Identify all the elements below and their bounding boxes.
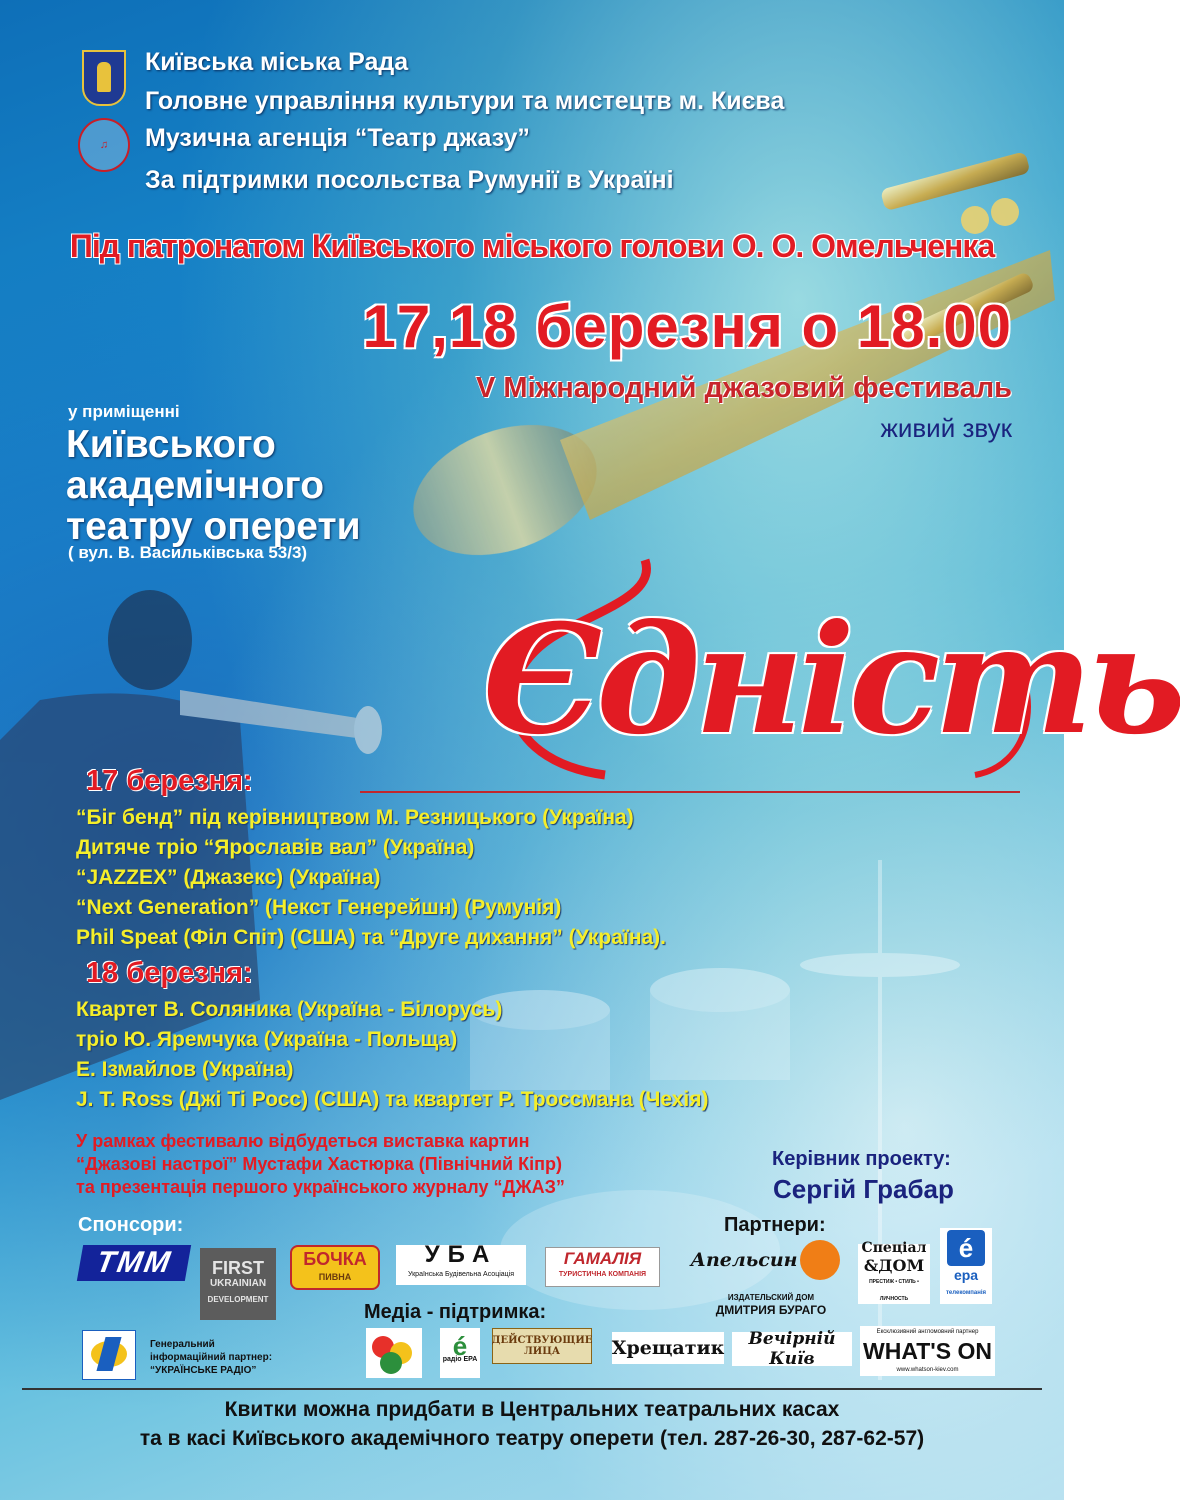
- performer-item: Phil Speat (Філ Спіт) (США) та “Друге дихання” (Україна).: [76, 926, 667, 949]
- logo-text: ИЗДАТЕЛЬСКИЙ ДОМ: [727, 1293, 815, 1302]
- patronage-line: Під патронатом Київського міського голови О. О. Омельченка: [69, 228, 995, 264]
- logo-text: www.whatson-kiev.com: [896, 1367, 959, 1373]
- logo-text: ДМИТРИЯ БУРАГО: [715, 1303, 827, 1317]
- exhibition-note: [76, 1130, 565, 1199]
- project-manager-label: Керівник проекту:: [772, 1148, 951, 1170]
- kyiv-coat-of-arms-icon: [82, 50, 126, 106]
- logo-text: UKRAINIAN: [209, 1278, 267, 1289]
- festival-title-text: Єдність: [483, 592, 1180, 768]
- logo-text: Українська Будівельна Асоціація: [407, 1271, 515, 1278]
- lineup-17: [76, 803, 666, 953]
- lineup-18: [76, 995, 709, 1115]
- deystvuyushchie-litsa-logo: ДЕЙСТВУЮЩИЕ ЛИЦА: [492, 1328, 592, 1364]
- jazz-theatre-emblem-icon: ♫: [78, 118, 130, 172]
- live-sound-label: живий звук: [880, 413, 1012, 443]
- venue-prefix: у приміщенні: [68, 402, 180, 421]
- event-date-time: 17,18 березня о 18.00: [362, 293, 1012, 360]
- festival-title-logo: [455, 560, 1180, 790]
- organizer-line-2: Головне управління культури та мистецтв м. Києва: [145, 87, 785, 115]
- info-partner-text: [150, 1338, 272, 1377]
- logo-text: Ексклюзивний англомовний партнер: [876, 1329, 979, 1335]
- trumpet-illustration: [395, 151, 1055, 579]
- organizer-line-3: Музична агенція “Театр джазу”: [145, 124, 530, 152]
- ukrainian-radio-icon: [82, 1330, 136, 1380]
- logo-text: БОЧКА: [303, 1248, 367, 1269]
- media-support-label: Медіа - підтримка:: [364, 1301, 547, 1323]
- day-heading-18: 18 березня:: [86, 957, 253, 989]
- tmm-logo: ТММ: [77, 1245, 191, 1281]
- first-ukrainian-logo: [200, 1248, 276, 1320]
- logo-text: &ДОМ: [863, 1256, 925, 1275]
- era-tv-logo: [940, 1228, 992, 1304]
- apelsin-logo: Апельсин: [690, 1249, 798, 1271]
- note-line: та презентація першого українського журналу “ДЖАЗ”: [76, 1177, 565, 1197]
- khreshchatyk-logo: Хрещатик: [612, 1332, 724, 1364]
- specdom-logo: [858, 1240, 930, 1304]
- note-line: “Джазові настрої” Мустафи Хастюрка (Північний Кіпр): [76, 1154, 562, 1174]
- orange-icon: [800, 1240, 840, 1280]
- logo-text: УБА: [424, 1241, 498, 1268]
- sponsors-label: Спонсори:: [78, 1214, 184, 1236]
- radio-era-logo: [440, 1328, 480, 1378]
- logo-text: Спецiал: [861, 1240, 927, 1256]
- venue-line: академічного: [66, 464, 325, 507]
- organizer-line-1: Київська міська Рада: [145, 48, 409, 76]
- logo-text: радіо ЕРА: [442, 1356, 478, 1363]
- bochka-logo: [290, 1245, 380, 1290]
- gamaliya-logo: [545, 1247, 660, 1287]
- era-icon: é: [947, 1230, 985, 1266]
- venue-line: Київського: [66, 423, 276, 466]
- info-partner-line: “УКРАЇНСЬКЕ РАДІО”: [150, 1365, 257, 1376]
- burago-publishing-logo: [696, 1290, 846, 1318]
- whats-on-logo: [860, 1326, 995, 1376]
- logo-text: ПРЕСТИЖ • СТИЛЬ • ЛИЧНОСТЬ: [869, 1279, 919, 1302]
- logo-text: FIRST: [212, 1258, 264, 1278]
- title-underline: [360, 791, 1020, 793]
- venue-line: театру оперети: [66, 505, 361, 548]
- logo-text: DEVELOPMENT: [207, 1295, 269, 1304]
- performer-item: Дитяче тріо “Ярославів вал” (Україна): [76, 836, 475, 859]
- venue-address: ( вул. В. Васильківська 53/3): [68, 543, 308, 562]
- radio-shanson-icon: [366, 1328, 422, 1378]
- logo-text: телекомпанія: [945, 1290, 987, 1296]
- note-line: У рамках фестивалю відбудеться виставка картин: [76, 1131, 530, 1151]
- logo-text: ГАМАЛІЯ: [563, 1249, 642, 1268]
- era-icon: é: [452, 1331, 468, 1361]
- info-partner-line: Генеральний: [150, 1339, 215, 1350]
- ticket-line: та в касі Київського академічного театру оперети (тел. 287-26-30, 287-62-57): [139, 1427, 925, 1450]
- logo-text: ера: [953, 1267, 979, 1283]
- day-heading-17: 17 березня:: [86, 765, 253, 797]
- footer-divider: [22, 1388, 1042, 1390]
- performer-item: “Біг бенд” під керівництвом М. Резницького (Україна): [76, 806, 634, 829]
- venue-name: [66, 424, 361, 547]
- ticket-line: Квитки можна придбати в Центральних театральних касах: [224, 1398, 840, 1421]
- logo-text: WHAT'S ON: [863, 1338, 992, 1364]
- vechirniy-kyiv-logo: Вечірній Київ: [732, 1332, 852, 1366]
- performer-item: Квартет В. Соляника (Україна - Білорусь): [76, 998, 503, 1021]
- logo-text: ПИВНА: [318, 1271, 352, 1282]
- performer-item: тріо Ю. Яремчука (Україна - Польща): [76, 1028, 458, 1051]
- project-manager-name: Сергій Грабар: [773, 1174, 954, 1204]
- organizer-line-4: За підтримки посольства Румунії в Україні: [145, 166, 674, 194]
- info-partner-line: інформаційний партнер:: [150, 1352, 273, 1363]
- performer-item: “Next Generation” (Некст Генерейшн) (Румунія): [76, 896, 562, 919]
- logo-text: ТУРИСТИЧНА КОМПАНІЯ: [558, 1271, 647, 1278]
- partners-label: Партнери:: [724, 1214, 826, 1236]
- festival-name: V Міжнародний джазовий фестиваль: [476, 372, 1012, 404]
- performer-item: Е. Ізмайлов (Україна): [76, 1058, 294, 1081]
- performer-item: “JAZZEX” (Джазекс) (Україна): [76, 866, 381, 889]
- uba-logo: [396, 1241, 526, 1285]
- performer-item: J. T. Ross (Джі Ті Росс) (США) та квартет Р. Троссмана (Чехія): [76, 1088, 709, 1111]
- ticket-info: [0, 1395, 1064, 1453]
